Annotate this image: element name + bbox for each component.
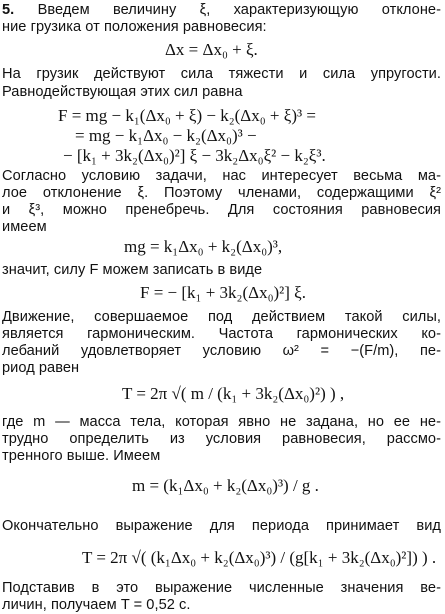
equation-delta-x: Δx = Δx₀ + ξ. [165, 40, 258, 59]
text-line-6: лое отклонение ξ. Поэтому членами, содержащими ξ² [2, 185, 441, 201]
text-line-9: значит, силу F можем записать в виде [2, 262, 263, 278]
text-line-7: и ξ³, можно пренебречь. Для состояния равновесия [2, 202, 441, 218]
text-line-5: Согласно условию задачи, нас интересует весьма ма- [2, 168, 441, 184]
text-line-1 [2, 2, 441, 19]
text-line-1-body: Введем величину ξ, характеризующую отклоне- [37, 2, 442, 18]
text-line-10: Движение, совершаемое под действием такой силы, [2, 309, 441, 325]
equation-mass: m = (k₁Δx₀ + k₂(Δx₀)³) / g . [132, 476, 319, 495]
text-line-16: тренного выше. Имеем [2, 448, 161, 464]
equation-force-3: − [k₁ + 3k₂(Δx₀)²] ξ − 3k₂Δx₀ξ² − k₂ξ³. [63, 146, 326, 165]
text-line-11: является гармоническим. Частота гармонических ко- [2, 326, 441, 342]
text-line-15: трудно определить из условия равновесия, рассмо- [2, 431, 441, 447]
equation-period-2: T = 2π √( (k₁Δx₀ + k₂(Δx₀)³) / (g[k₁ + 3k₂(Δx₀)²]) ) . [82, 548, 437, 567]
text-line-4: Равнодействующая этих сил равна [2, 84, 243, 100]
equation-period-1: T = 2π √( m / (k₁ + 3k₂(Δx₀)²) ) , [122, 384, 345, 403]
text-line-8: имеем [2, 219, 47, 235]
equation-force-4: F = − [k₁ + 3k₂(Δx₀)²] ξ. [140, 283, 306, 302]
equation-equilibrium: mg = k₁Δx₀ + k₂(Δx₀)³, [124, 237, 283, 256]
text-line-14: где m — масса тела, которая явно не задана, но ее не- [2, 414, 441, 430]
text-line-17: Окончательно выражение для периода принимает вид [2, 518, 441, 534]
equation-force-1: F = mg − k₁(Δx₀ + ξ) − k₂(Δx₀ + ξ)³ = [58, 106, 316, 125]
text-line-13: риод равен [2, 360, 80, 376]
text-line-18: Подставив в это выражение численные значения ве- [2, 580, 441, 596]
text-line-12: лебаний удовлетворяет условию ω² = −(F/m), пе- [2, 343, 441, 359]
equation-force-2: = mg − k₁Δx₀ − k₂(Δx₀)³ − [75, 126, 257, 145]
text-line-2: ние грузика от положения равновесия: [2, 19, 267, 35]
text-line-19: личин, получаем T = 0,52 с. [2, 597, 191, 613]
problem-number: 5. [2, 2, 15, 18]
text-line-3: На грузик действуют сила тяжести и сила упругости. [2, 66, 441, 82]
